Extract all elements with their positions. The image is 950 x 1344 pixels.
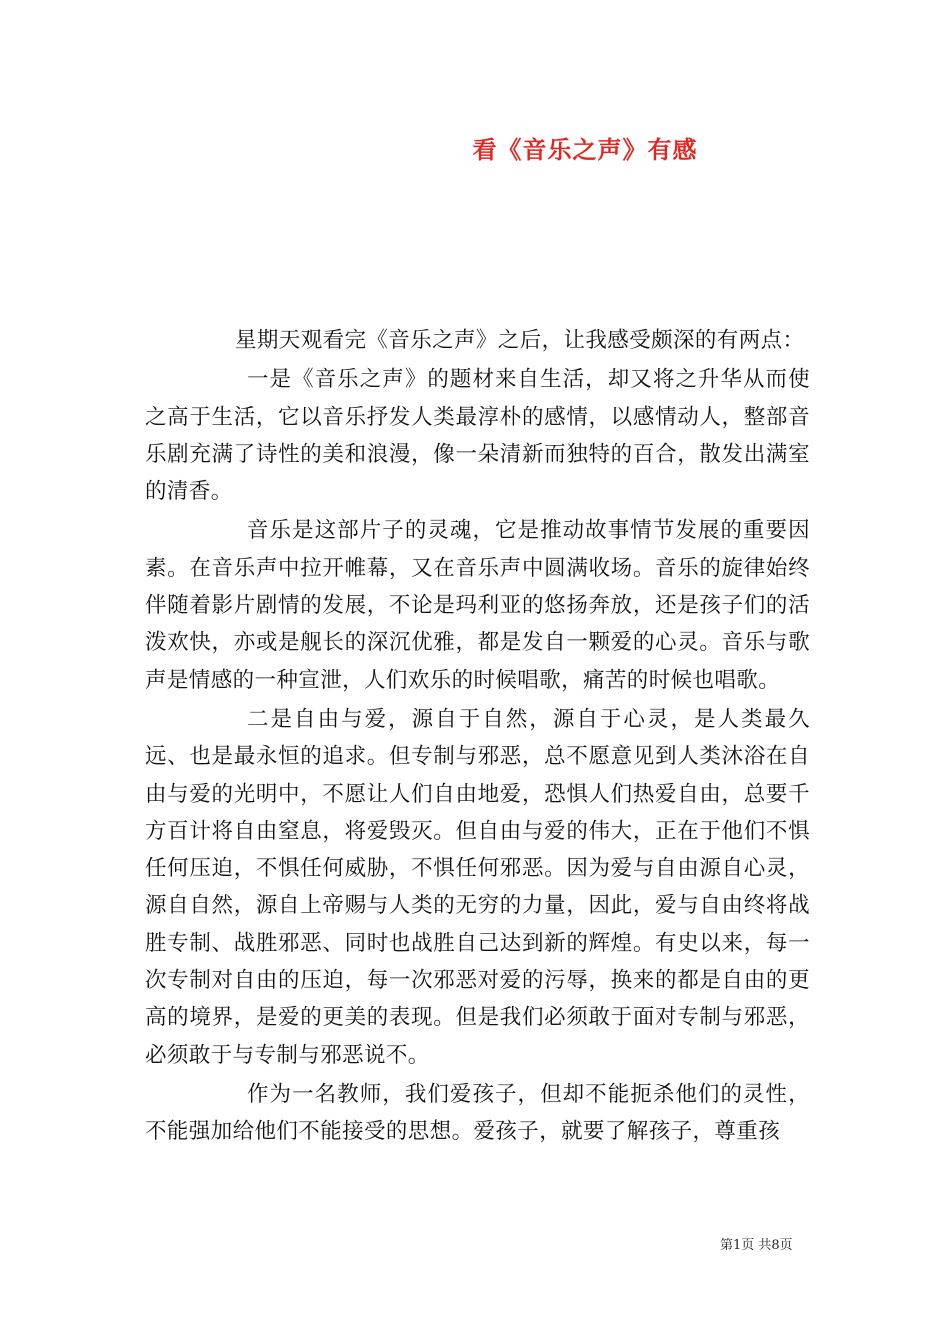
paragraph-1: 一是《音乐之声》的题材来自生活，却又将之升华从而使之高于生活，它以音乐抒发人类最淳朴的感情，以感情动人，整部音乐剧充满了诗性的美和浪漫，像一朵清新而独特的百合，散发出满室的清香。 <box>145 367 810 505</box>
page-title: 看《音乐之声》有感 <box>472 135 698 164</box>
paragraph-intro: 星期天观看完《音乐之声》之后，让我感受颇深的有两点： <box>235 328 805 353</box>
document-body <box>145 322 810 1151</box>
paragraph-2: 音乐是这部片子的灵魂，它是推动故事情节发展的重要因素。在音乐声中拉开帷幕，又在音乐声中圆满收场。音乐的旋律始终伴随着影片剧情的发展，不论是玛利亚的悠扬奔放，还是孩子们的活泼欢快，亦或是舰长的深沉优雅，都是发自一颗爱的心灵。音乐与歌声是情感的一种宣泄，人们欢乐的时候唱歌，痛苦的时候也唱歌。 <box>145 518 810 693</box>
paragraph-4: 作为一名教师，我们爱孩子，但却不能扼杀他们的灵性，不能强加给他们不能接受的思想。爱孩子，就要了解孩子，尊重孩 <box>145 1081 810 1145</box>
page-number-footer: 第1页 共8页 <box>720 1238 793 1253</box>
paragraph-3: 二是自由与爱，源自于自然，源自于心灵，是人类最久远、也是最永恒的追求。但专制与邪恶，总不愿意见到人类沐浴在自由与爱的光明中，不愿让人们自由地爱，恐惧人们热爱自由，总要千方百计将自由窒息，将爱毁灭。但自由与爱的伟大，正在于他们不惧任何压迫，不惧任何威胁，不惧任何邪恶。因为爱与自由源自心灵，源自自然，源自上帝赐与人类的无穷的力量，因此，爱与自由终将战胜专制、战胜邪恶、同时也战胜自己达到新的辉煌。有史以来，每一次专制对自由的压迫，每一次邪恶对爱的污辱，换来的都是自由的更高的境界，是爱的更美的表现。但是我们必须敢于面对专制与邪恶，必须敢于与专制与邪恶说不。 <box>145 706 810 1068</box>
